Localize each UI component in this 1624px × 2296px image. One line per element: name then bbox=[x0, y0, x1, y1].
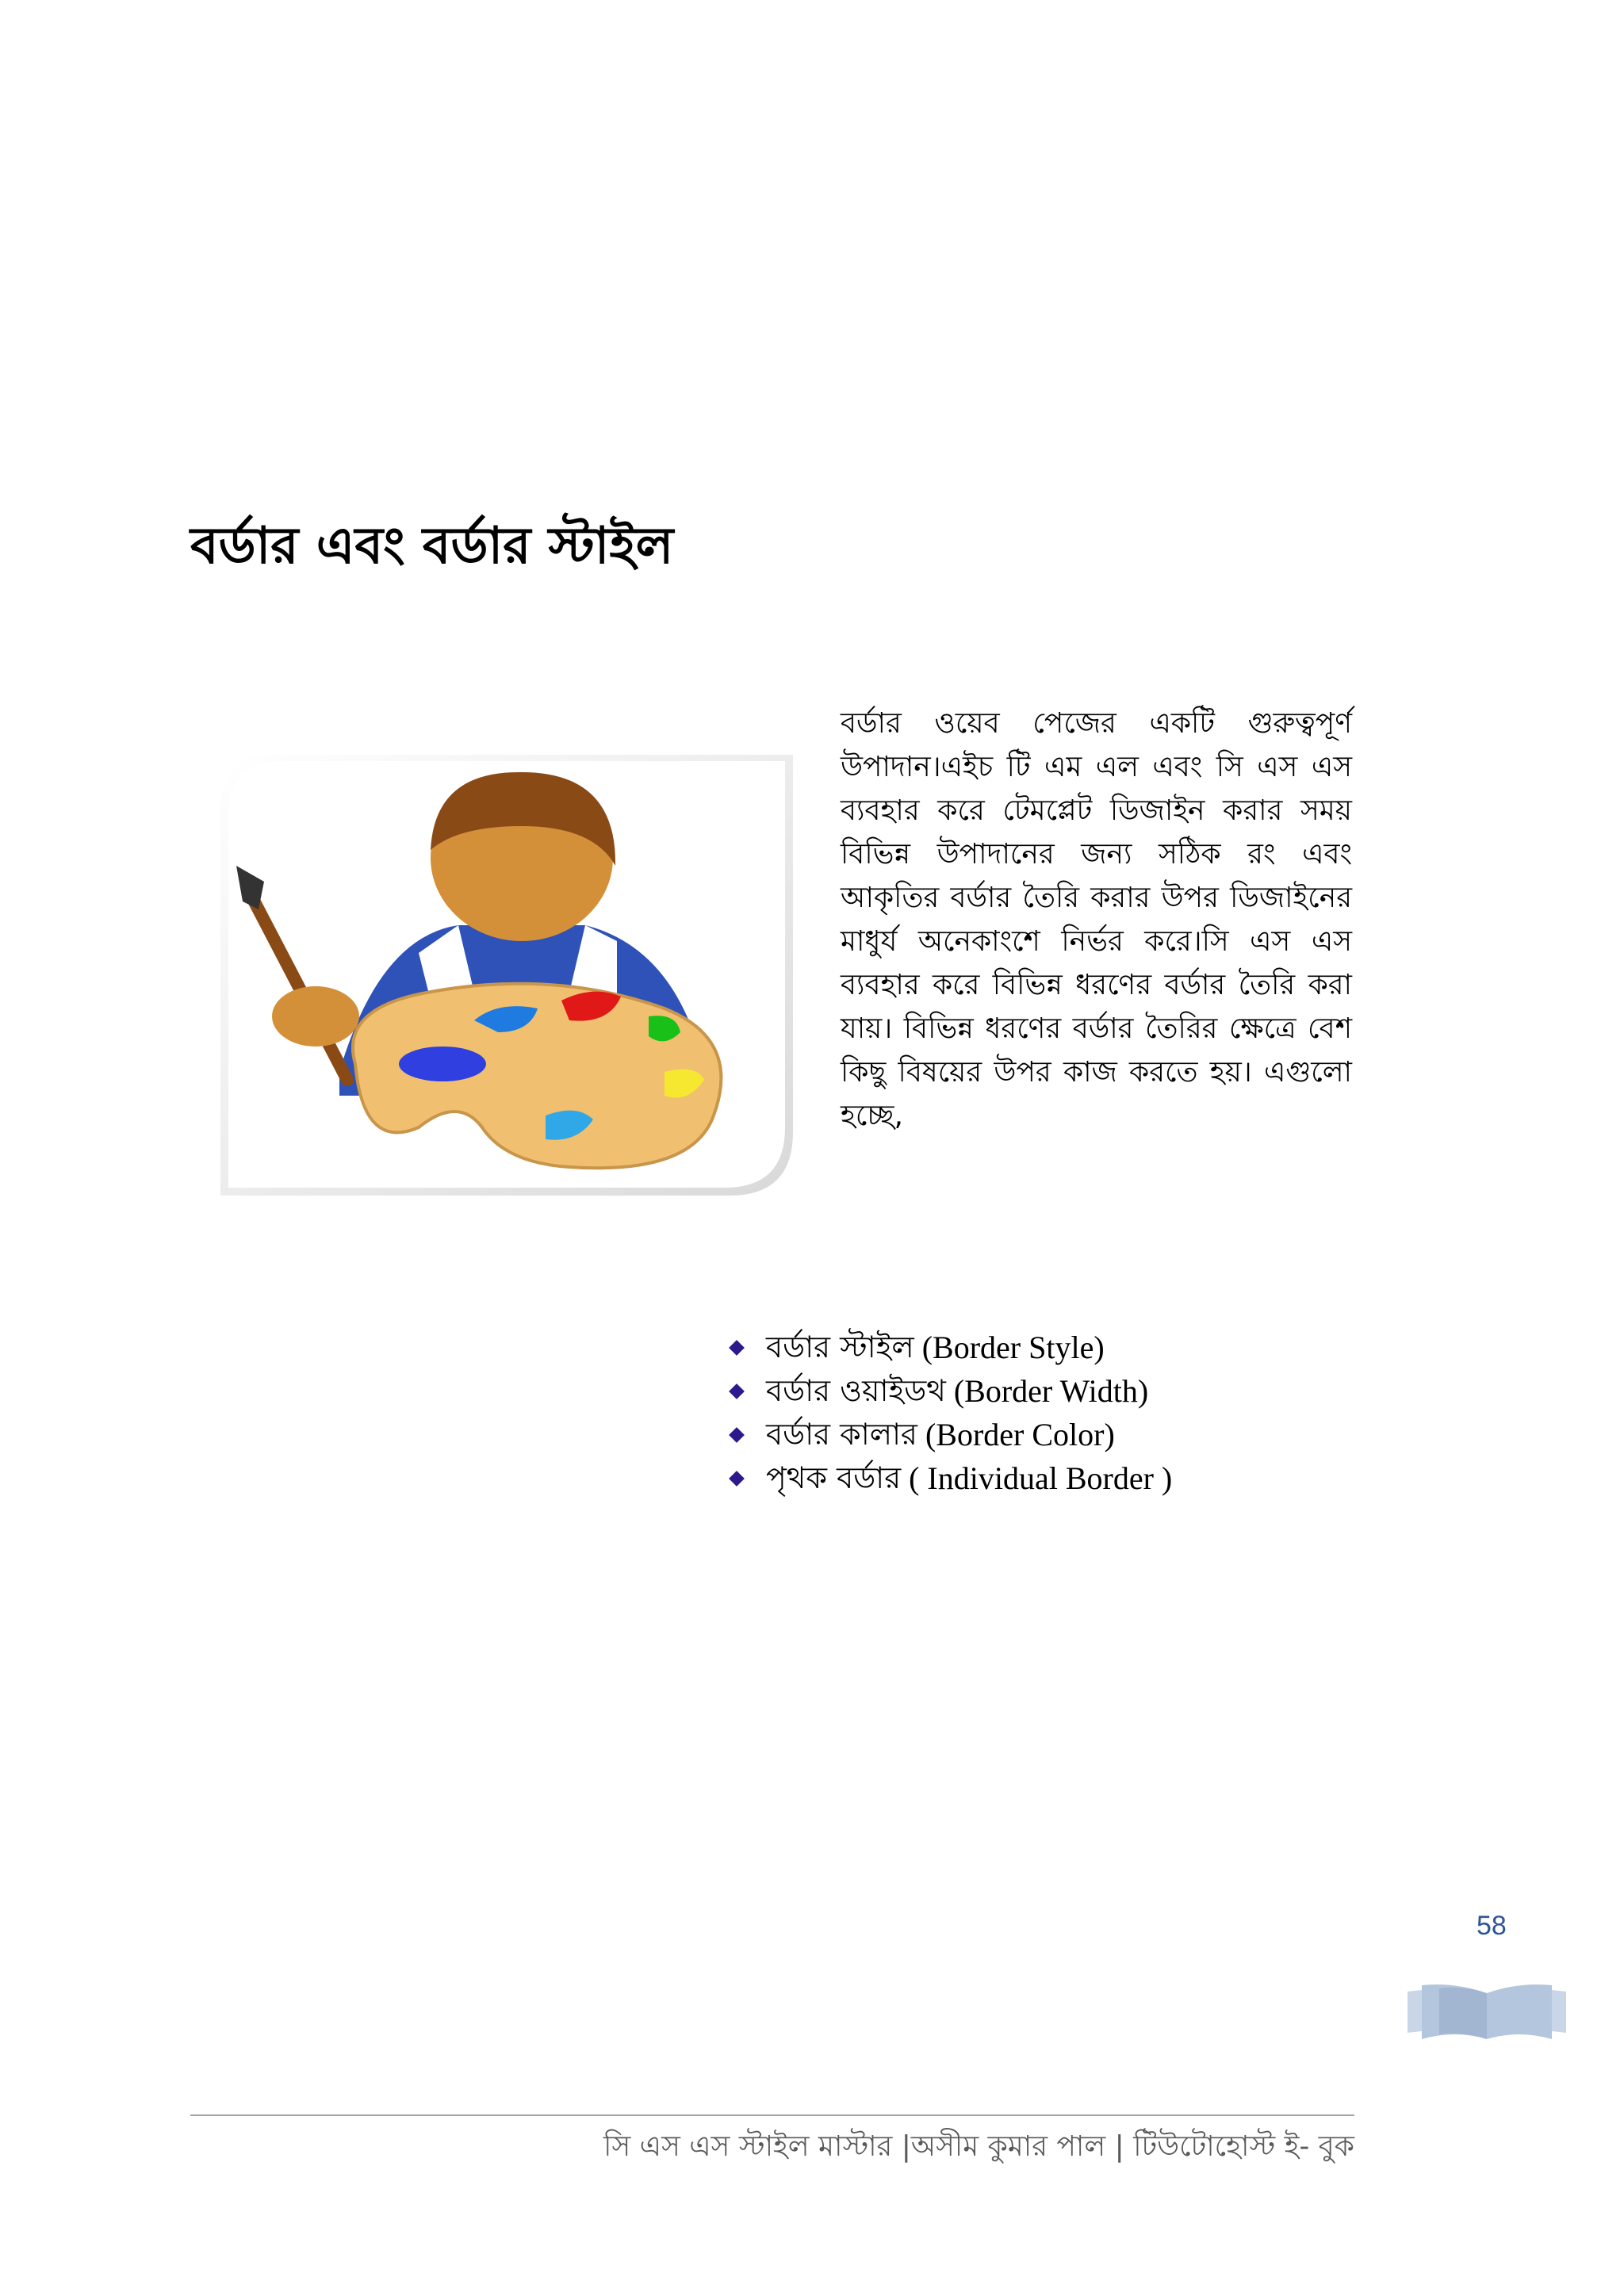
list-item bbox=[723, 1326, 1172, 1369]
footer-divider bbox=[190, 2114, 1354, 2116]
page-number: 58 bbox=[1477, 1911, 1507, 1941]
intro-paragraph: বর্ডার ওয়েব পেজের একটি গুরুত্বপূর্ণ উপাদান।এইচ টি এম এল এবং সি এস এস ব্যবহার করে টেমপ্লেট ডিজাইন করার সময় বিভিন্ন উপাদানের জন্য সঠিক রং এবং আকৃতির বর্ডার তৈরি করার উপর ডিজাইনের মাধুর্য অনেকাংশে নির্ভর করে।সি এস এস ব্যবহার করে বিভিন্ন ধরণের বর্ডার তৈরি করা যায়। বিভিন্ন ধরণের বর্ডার তৈরির ক্ষেত্রে বেশ কিছু বিষয়ের উপর কাজ করতে হয়। এগুলো হচ্ছে, bbox=[841, 707, 1352, 1132]
list-item-bangla: বর্ডার স্টাইল bbox=[766, 1330, 914, 1364]
list-item bbox=[723, 1413, 1172, 1456]
list-item-english: (Border Color) bbox=[925, 1417, 1115, 1452]
page-title: বর্ডার এবং বর্ডার স্টাইল bbox=[190, 517, 674, 576]
list-item-bangla: বর্ডার ওয়াইডথ bbox=[766, 1373, 946, 1408]
list-item-bangla: বর্ডার কালার bbox=[766, 1417, 917, 1452]
list-item-bangla: পৃথক বর্ডার bbox=[766, 1460, 902, 1495]
page-ribbon-icon bbox=[1408, 1982, 1566, 2042]
diamond-bullet-icon bbox=[729, 1427, 745, 1443]
list-item bbox=[723, 1456, 1172, 1500]
border-topics-list bbox=[723, 1326, 1172, 1500]
diamond-bullet-icon bbox=[729, 1340, 745, 1356]
list-item bbox=[723, 1369, 1172, 1413]
list-item-english: (Border Width) bbox=[953, 1373, 1149, 1409]
list-item-english: ( Individual Border ) bbox=[909, 1460, 1173, 1496]
diamond-bullet-icon bbox=[729, 1471, 745, 1487]
diamond-bullet-icon bbox=[729, 1383, 745, 1399]
painter-palette-icon bbox=[220, 755, 793, 1196]
list-item-english: (Border Style) bbox=[921, 1330, 1105, 1365]
footer-text: সি এস এস স্টাইল মাস্টার |অসীম কুমার পাল | টিউটোহোস্ট ই- বুক bbox=[603, 2130, 1354, 2163]
